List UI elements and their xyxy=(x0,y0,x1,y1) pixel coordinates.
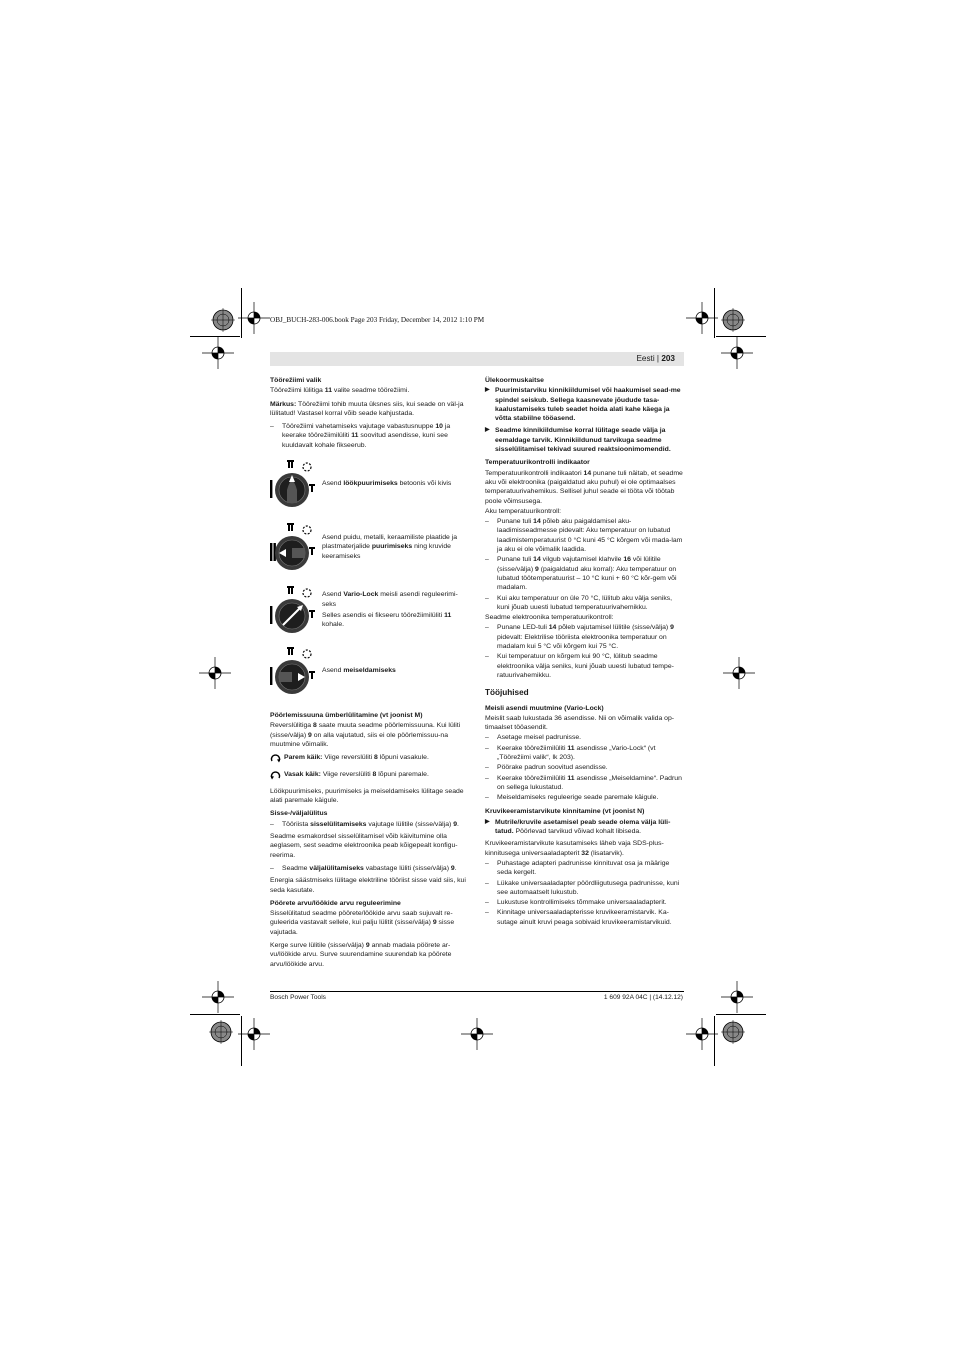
crosshair-mark-left-lower-icon xyxy=(202,981,234,1013)
left-rotation-item: Vasak käik: Viige reverslüliti 8 lõpuni paremale. xyxy=(270,770,468,779)
list-item: – Kinnitage universaaladapterisse kruvikeeramistarvik. Ka-sutage ainult kruvi peaga sobivaid kruvikeeramistarvikuid. xyxy=(485,908,683,927)
dial-description: Asend puidu, metalli, keraamiliste plaatide ja plastmaterjalide puurimiseks ning kruvide keeramiseks xyxy=(322,534,458,560)
dial-description: Asend meiseldamiseks xyxy=(322,667,396,675)
mode-dial-vario-lock xyxy=(270,584,468,636)
crosshair-mark-right-upper-icon xyxy=(721,337,753,369)
list-item: – Tööriista sisselülitamiseks vajutage lülitile (sisse/välja) 9. xyxy=(270,820,468,829)
crop-line xyxy=(714,288,715,338)
drill-dial-icon xyxy=(270,521,318,573)
list-item: – Töörežiimi vahetamiseks vajutage vabastusnuppe 10 ja keerake töörežiimilüliti 11 soovitud asendisse, kuni see kuuldavalt kohale fikseerub. xyxy=(270,422,468,450)
safety-item: ▶ Seadme kinnikiildumise korral lülitage seade välja ja eemaldage tarvik. Kinnikiildunud tarvikuga seadme sisselülitamisel tekivad suured reaktsioonimomendid. xyxy=(485,426,683,454)
crop-line xyxy=(716,1014,766,1015)
heading-mode-selection: Töörežiimi valik xyxy=(270,377,322,384)
right-rotation-item: Parem käik: Viige reverslüliti 8 lõpuni vasakule. xyxy=(270,753,468,762)
paragraph: Löökpuurimiseks, puurimiseks ja meiseldamiseks lülitage seade alati paremale käigule. xyxy=(270,787,464,805)
heading-speed-control: Pöörete arvu/löökide arvu reguleerimine xyxy=(270,899,401,907)
counterclockwise-rotation-icon xyxy=(270,770,281,780)
list-item: – Punane LED-tuli 14 põleb vajutamisel lülitile (sisse/välja) 9 pidevalt: Elektrilise tööriista elektroonika temperatuur on madalam kui 5 °C või kõrgem kui 75 °C. xyxy=(485,623,683,651)
left-column xyxy=(270,372,468,973)
dial-description: Asend Vario-Lock meisli asendi reguleerimi-seks Selles asendis ei fikseeru töörežiimilüliti 11 kohale. xyxy=(322,591,458,629)
crosshair-mark-bottom-left-icon xyxy=(238,1018,270,1050)
list-item: – Kui aku temperatuur on üle 70 °C, lülitub aku välja seniks, kuni jõuab uuesti lubatud temperatuurivahemikku. xyxy=(485,594,683,613)
list-item: – Meiseldamiseks reguleerige seade paremale käigule. xyxy=(485,793,683,802)
registration-mark-top-right-icon xyxy=(713,300,753,340)
paragraph: Seadme elektroonika temperatuurikontroll: xyxy=(485,614,614,622)
list-item: – Pöörake padrun soovitud asendisse. xyxy=(485,763,683,772)
chisel-dial-icon xyxy=(270,645,318,697)
crosshair-mark-right-lower-icon xyxy=(721,981,753,1013)
header-language: Eesti xyxy=(636,354,655,363)
paragraph: Kruvikeeramistarvikute kasutamiseks läheb vaja SDS-plus-kinnitusega universaaladapterit 32 (lisatarvik). xyxy=(485,840,664,857)
paragraph: Seadme esmakordsel sisselülitamisel võib käivitumine olla aeglasem, sest seadme elektroonika peab kõigepealt konfigu-reerima. xyxy=(270,833,458,859)
crosshair-mark-left-upper-icon xyxy=(202,337,234,369)
hammer-drill-dial-icon xyxy=(270,458,318,510)
list-item: – Keerake töörežiimilüliti 11 asendisse „Vario-Lock“ (vt „Töörežiimi valik“, lk 203). xyxy=(485,744,683,763)
vario-lock-dial-icon xyxy=(270,584,318,636)
footer-publisher: Bosch Power Tools xyxy=(270,994,326,1001)
print-slug: OBJ_BUCH-283-006.book Page 203 Friday, December 14, 2012 1:10 PM xyxy=(270,316,485,324)
crop-line xyxy=(714,1016,715,1066)
header-separator: | xyxy=(654,354,662,363)
footer-rule xyxy=(270,991,684,992)
right-column xyxy=(485,372,683,928)
crop-line xyxy=(190,1014,240,1015)
registration-mark-bottom-left-icon xyxy=(201,1012,241,1052)
heading-rotation-direction: Pöörlemissuuna ümberlülitamine (vt joonist M) xyxy=(270,712,423,720)
registration-mark-bottom-right-icon xyxy=(713,1012,753,1052)
list-item: – Puhastage adapteri padrunisse kinnituvat osa ja määrige seda kergelt. xyxy=(485,859,683,878)
list-item: – Seadme väljalülitamiseks vabastage lüliti (sisse/välja) 9. xyxy=(270,864,468,873)
heading-temperature-indicator: Temperatuurikontrolli indikaator xyxy=(485,459,590,467)
crosshair-mark-right-middle-icon xyxy=(723,657,755,689)
note: Märkus: Töörežiimi tohib muuta üksnes siis, kui seade on väl-ja lülitatud! Vastasel korral võib seade kahjustada. xyxy=(270,400,464,417)
paragraph: Töörežiimi lülitiga 11 valite seadme töörežiimi. xyxy=(270,387,410,395)
heading-overload-protection: Ülekoormuskaitse xyxy=(485,377,544,384)
paragraph: Energia säästmiseks lülitage elektriline tööriist sisse vaid siis, kui seda kasutate. xyxy=(270,877,466,894)
heading-chisel-position: Meisli asendi muutmine (Vario-Lock) xyxy=(485,704,604,712)
registration-mark-top-left-icon xyxy=(203,300,243,340)
crop-line xyxy=(241,288,242,338)
paragraph: Temperatuurikontrolli indikaatori 14 punane tuli näitab, et seadme aku või elektroonika (paigaldatud aku puhul) ei ole optimaalses temperatuurivahemikus. Sellisel juhul seade ei tööta või töötab poole võimsusega. xyxy=(485,469,683,505)
mode-dial-chiseling xyxy=(270,645,468,697)
crosshair-mark-top-left-icon xyxy=(238,302,270,334)
heading-work-instructions: Tööjuhised xyxy=(485,688,529,698)
crop-line xyxy=(190,336,240,337)
safety-item: ▶ Mutrile/kruvile asetamisel peab seade olema välja lüli-tatud. Pöörlevad tarvikud võivad kohalt libiseda. xyxy=(485,818,683,837)
paragraph: Kerge surve lülitile (sisse/välja) 9 annab madala pöörete ar-vu/löökide arvu. Surve suurendamine suurendab ka pöörete arvu/löökide arvu. xyxy=(270,942,452,968)
paragraph: Sisselülitatud seadme pöörete/löökide arvu saab sujuvalt re-guleerida vastavalt sellele, kui palju lülitit (sisse/välja) 9 sisse vajutada. xyxy=(270,910,455,936)
clockwise-rotation-icon xyxy=(270,753,281,763)
dial-description: Asend löökpuurimiseks betoonis või kivis xyxy=(322,480,452,488)
mode-dial-hammer-drilling xyxy=(270,458,468,510)
crosshair-mark-left-middle-icon xyxy=(199,657,231,689)
crop-line xyxy=(716,336,766,337)
heading-on-off: Sisse-/väljalülitus xyxy=(270,810,328,818)
crop-line xyxy=(241,1016,242,1066)
crosshair-mark-bottom-center-icon xyxy=(461,1018,493,1050)
list-item: – Punane tuli 14 vilgub vajutamisel klahvile 16 või lülitile (sisse/välja) 9 (paigaldatud aku korral): Aku temperatuur on lubatud töötemperatuurist – 10 °C kuni + 60 °C kõr-gem või madalam. xyxy=(485,555,683,592)
safety-item: ▶ Puurimistarviku kinnikiildumisel või haakumisel sead-me spindel seiskub. Sellega kaasnevate jõudude tasa-kaalustamiseks tuleb seadet hoida alati kahe käega ja võtta stabiilne tööasend. xyxy=(485,386,683,423)
list-item: – Lükake universaaladapter pöördliigutusega padrunisse, kuni see automaatselt lukustub. xyxy=(485,879,683,898)
heading-screwdriver-bits: Kruvikeeramistarvikute kinnitamine (vt joonist N) xyxy=(485,808,645,816)
list-item: – Keerake töörežiimilüliti 11 asendisse „Meiseldamine“. Padrun on sellega lukustatud. xyxy=(485,774,683,793)
list-item: – Kui temperatuur on kõrgem kui 90 °C, lülitub seadme elektroonika välja seniks, kuni jõuab uuesti lubatud tempe-ratuurivahemikku. xyxy=(485,652,683,680)
running-header xyxy=(270,352,684,366)
list-item: – Lukustuse kontrollimiseks tõmmake universaaladapterit. xyxy=(485,898,683,907)
page-number: 203 xyxy=(661,354,675,363)
paragraph: Aku temperatuurikontroll: xyxy=(485,507,562,515)
paragraph: Reverslülitiga 8 saate muuta seadme pöörlemissuuna. Kui lüliti (sisse/välja) 9 on alla vajutatud, siis ei ole pöörlemissuu-na muutmine võimalik. xyxy=(270,722,461,748)
list-item: – Asetage meisel padrunisse. xyxy=(485,733,683,742)
footer-document-code: 1 609 92A 04C | (14.12.12) xyxy=(603,994,683,1001)
list-item: – Punane tuli 14 põleb aku paigaldamisel aku-laadimisseadmesse pidevalt: Aku temperatuur on lubatud laadimistemperatuurist 0 °C kuni 45 °C kõrgem või mada-lam ja aku ei ole võimalik laadida. xyxy=(485,517,683,554)
mode-dial-drilling xyxy=(270,519,468,575)
paragraph: Meislit saab lukustada 36 asendisse. Nii on võimalik valida op-timaalset tööasendit. xyxy=(485,714,675,732)
